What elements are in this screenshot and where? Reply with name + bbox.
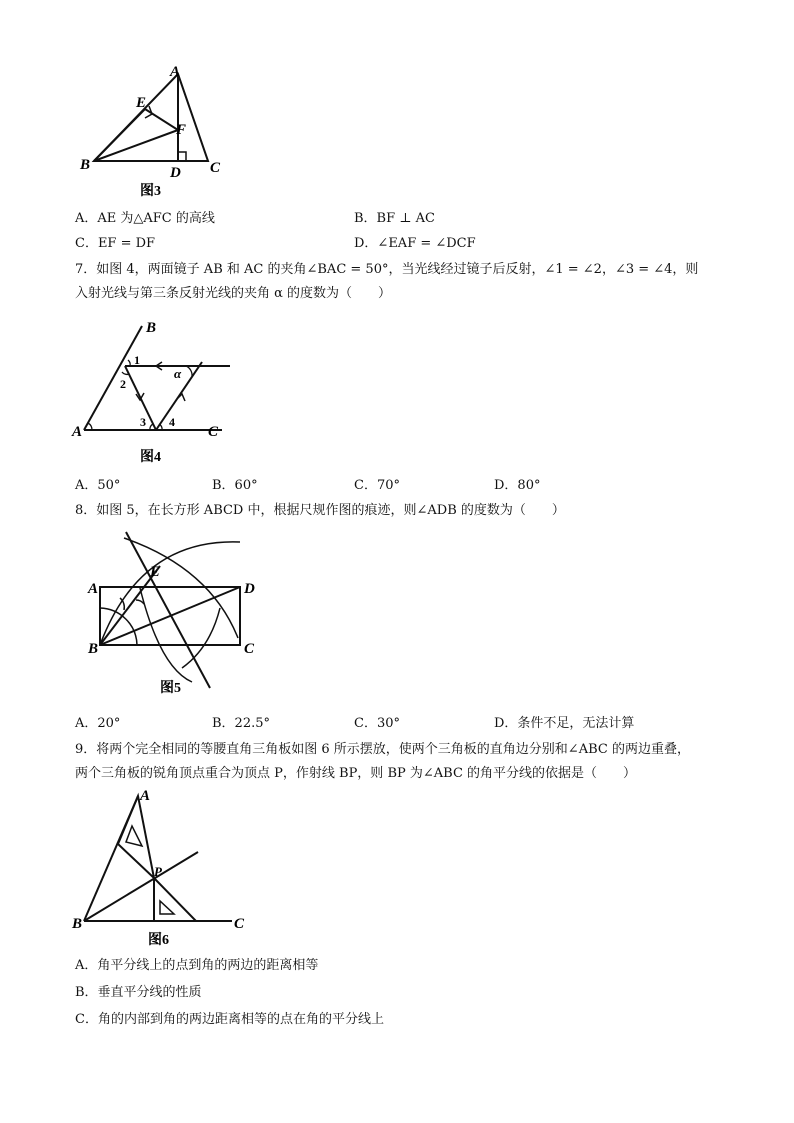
option-d: D．∠EAF = ∠DCF	[354, 236, 476, 251]
label-d: D	[170, 165, 181, 181]
label-c: C	[234, 916, 245, 932]
label-b: B	[80, 157, 91, 173]
label-angle-3: 3	[140, 415, 146, 429]
label-e: E	[136, 95, 147, 111]
figure-6	[70, 786, 260, 948]
label-c: C	[208, 424, 219, 440]
label-a: A	[140, 788, 151, 804]
q8-option-b: B．22.5°	[212, 716, 270, 731]
q8-option-c: C．30°	[354, 716, 400, 731]
label-b: B	[88, 641, 99, 657]
option-c: C．EF = DF	[75, 236, 156, 251]
segment-ef	[145, 109, 178, 130]
q9-option-c: C．角的内部到角的两边距离相等的点在角的平分线上	[75, 1012, 384, 1027]
label-b: B	[72, 916, 83, 932]
arc-1	[100, 608, 137, 645]
label-a: A	[72, 424, 83, 440]
figure-caption: 图3	[140, 184, 161, 199]
triangle-abc	[94, 74, 208, 161]
label-angle-1: 1	[134, 353, 140, 367]
q7-stem-line1: 7．如图 4，两面镜子 AB 和 AC 的夹角∠BAC = 50°，当光线经过镜子后反射，∠1 = ∠2，∠3 = ∠4，则	[75, 262, 699, 277]
label-a: A	[88, 581, 99, 597]
q9-stem-line1: 9．将两个完全相同的等腰直角三角板如图 6 所示摆放，使两个三角板的直角边分别和∠ABC 的两边重叠，	[75, 742, 690, 757]
q8-option-d: D．条件不足，无法计算	[494, 716, 635, 731]
label-angle-2: 2	[120, 377, 126, 391]
label-d: D	[244, 581, 255, 597]
label-f: F	[176, 122, 187, 138]
q9-option-a: A．角平分线上的点到角的两边的距离相等	[75, 958, 319, 973]
q9-option-b: B．垂直平分线的性质	[75, 985, 202, 1000]
figure-caption: 图6	[148, 933, 169, 948]
figure-caption: 图5	[160, 681, 181, 696]
q9-stem-line2: 两个三角板的锐角顶点重合为顶点 P，作射线 BP，则 BP 为∠ABC 的角平分线的依据是（ ）	[75, 766, 637, 781]
q7-option-d: D．80°	[494, 478, 541, 493]
figure-caption: 图4	[140, 450, 161, 465]
q8-stem-line1: 8．如图 5，在长方形 ABCD 中，根据尺规作图的痕迹，则∠ADB 的度数为（ ）	[75, 503, 565, 518]
arc-2	[100, 542, 240, 645]
label-c: C	[244, 641, 255, 657]
label-a: A	[170, 64, 181, 80]
option-a: A．AE 为△AFC 的高线	[75, 211, 215, 226]
label-p: P	[154, 864, 162, 879]
q7-option-c: C．70°	[354, 478, 400, 493]
triset-square-1	[118, 796, 154, 878]
mirror-ab	[84, 326, 142, 430]
perpendicular-bisector	[126, 532, 210, 688]
q7-option-a: A．50°	[75, 478, 121, 493]
figure-3	[70, 62, 240, 202]
segment-bf	[94, 130, 178, 161]
label-angle-4: 4	[169, 415, 175, 429]
option-b: B．BF ⊥ AC	[354, 211, 435, 226]
figure-4	[70, 318, 240, 468]
figure-5	[80, 528, 270, 706]
right-angle-d	[178, 152, 186, 161]
label-c: C	[210, 160, 221, 176]
q7-option-b: B．60°	[212, 478, 258, 493]
segment-be	[94, 109, 145, 161]
label-e: E	[150, 564, 161, 580]
arc-4	[140, 588, 192, 682]
label-b: B	[146, 320, 157, 336]
label-alpha: α	[174, 366, 182, 381]
q7-stem-line2: 入射光线与第三条反射光线的夹角 α 的度数为（ ）	[75, 286, 392, 301]
arc-5	[182, 608, 220, 668]
q8-option-a: A．20°	[75, 716, 121, 731]
ray-bp	[84, 852, 198, 921]
